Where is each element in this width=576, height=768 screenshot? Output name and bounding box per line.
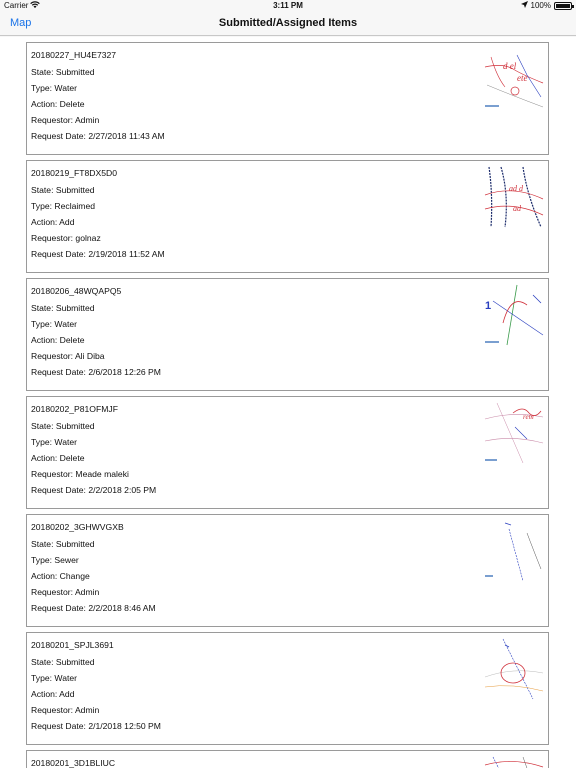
map-back-button[interactable]: Map [10, 17, 32, 29]
items-list[interactable] [0, 37, 576, 768]
map-thumbnail[interactable] [483, 637, 545, 702]
navigation-bar [0, 12, 576, 36]
item-request-date: Request Date: 2/6/2018 12:26 PM [31, 367, 161, 377]
item-action: Action: Delete [31, 453, 85, 463]
item-requestor: Requestor: Ali Diba [31, 351, 105, 361]
item-id: 20180201_3D1BLIUC [31, 758, 116, 768]
battery-icon [554, 2, 572, 10]
item-requestor: Requestor: Meade maleki [31, 469, 129, 479]
item-action: Action: Add [31, 689, 75, 699]
item-state: State: Submitted [31, 421, 95, 431]
location-arrow-icon [521, 1, 528, 10]
status-right [521, 1, 572, 10]
map-thumbnail[interactable] [483, 165, 545, 230]
item-type: Type: Water [31, 673, 78, 683]
item-type: Type: Water [31, 437, 78, 447]
item-type: Type: Reclaimed [31, 201, 96, 211]
item-state: State: Submitted [31, 657, 95, 667]
svg-text:ad d: ad d [509, 184, 523, 193]
svg-text:d el: d el [503, 61, 517, 71]
list-item[interactable] [26, 396, 549, 509]
svg-text:ete: ete [517, 73, 528, 83]
item-request-date: Request Date: 2/19/2018 11:52 AM [31, 249, 165, 259]
page-title: Submitted/Assigned Items [218, 17, 358, 29]
item-action: Action: Change [31, 571, 90, 581]
battery-percent: 100% [530, 1, 551, 10]
item-id: 20180227_HU4E7327 [31, 50, 117, 60]
item-request-date: Request Date: 2/2/2018 8:46 AM [31, 603, 156, 613]
item-action: Action: Delete [31, 335, 85, 345]
list-item[interactable] [26, 750, 549, 768]
item-id: 20180219_FT8DX5D0 [31, 168, 117, 178]
item-request-date: Request Date: 2/27/2018 11:43 AM [31, 131, 165, 141]
item-id: 20180202_3GHWVGXB [31, 522, 124, 532]
list-item[interactable] [26, 514, 549, 627]
list-item[interactable] [26, 160, 549, 273]
map-thumbnail[interactable] [483, 401, 545, 466]
map-thumbnail[interactable] [483, 47, 545, 112]
list-item[interactable] [26, 278, 549, 391]
item-id: 20180206_48WQAPQ5 [31, 286, 122, 296]
item-requestor: Requestor: golnaz [31, 233, 101, 243]
item-request-date: Request Date: 2/2/2018 2:05 PM [31, 485, 157, 495]
map-thumbnail[interactable] [483, 755, 545, 768]
item-type: Type: Water [31, 83, 78, 93]
item-requestor: Requestor: Admin [31, 705, 100, 715]
svg-text:rem: rem [523, 413, 534, 421]
map-thumbnail[interactable] [483, 519, 545, 584]
item-type: Type: Sewer [31, 555, 79, 565]
item-state: State: Submitted [31, 185, 95, 195]
battery-fill [556, 4, 570, 8]
item-action: Action: Add [31, 217, 75, 227]
item-requestor: Requestor: Admin [31, 587, 100, 597]
item-id: 20180202_P81OFMJF [31, 404, 118, 414]
item-state: State: Submitted [31, 539, 95, 549]
item-id: 20180201_SPJL3691 [31, 640, 114, 650]
item-request-date: Request Date: 2/1/2018 12:50 PM [31, 721, 161, 731]
status-time: 3:11 PM [273, 1, 303, 10]
item-state: State: Submitted [31, 67, 95, 77]
item-action: Action: Delete [31, 99, 85, 109]
item-type: Type: Water [31, 319, 78, 329]
list-item[interactable] [26, 632, 549, 745]
map-thumbnail[interactable] [483, 283, 545, 348]
svg-text:ad: ad [513, 204, 521, 213]
status-bar [0, 0, 576, 12]
list-item[interactable] [26, 42, 549, 155]
item-requestor: Requestor: Admin [31, 115, 100, 125]
svg-text:1: 1 [485, 300, 492, 312]
carrier-label: Carrier [4, 1, 29, 10]
item-state: State: Submitted [31, 303, 95, 313]
